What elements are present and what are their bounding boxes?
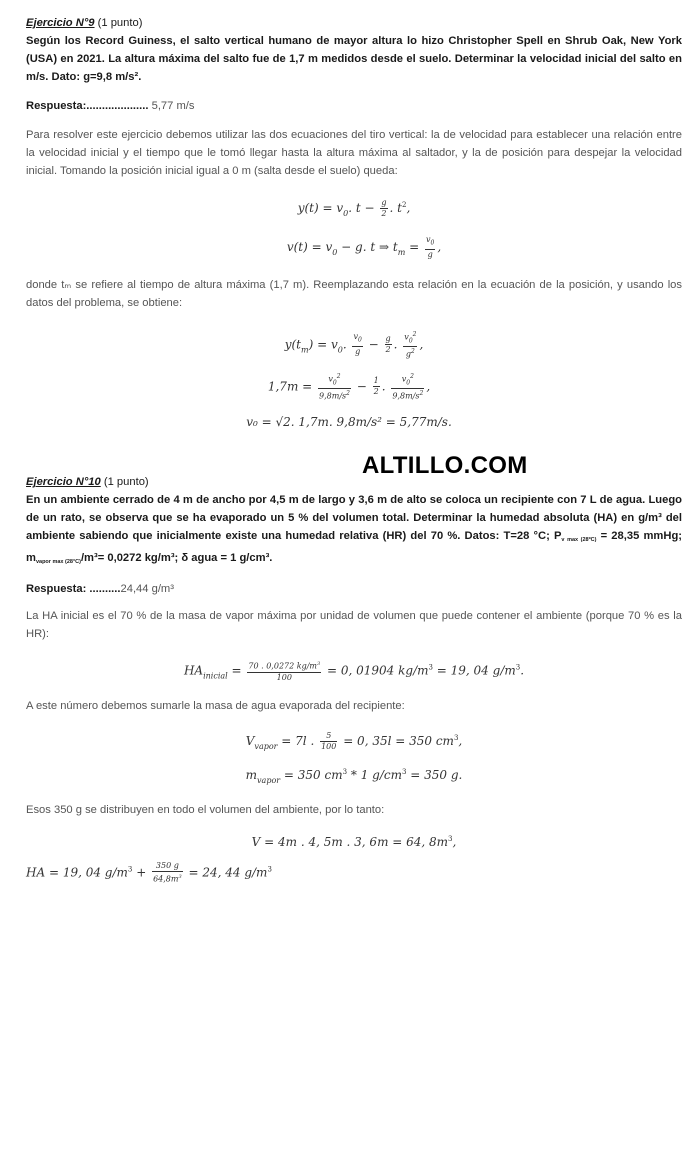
ex10-eq-room-volume: V = 4m . 4, 5m . 3, 6m = 64, $8m^3$, <box>251 835 457 850</box>
ex10-statement-b: = 28,35 mmHg; m <box>26 530 682 565</box>
ex10-title: Ejercicio N°10 <box>26 476 101 489</box>
ex10-heading <box>26 473 682 491</box>
ex9-eq-final: v₀ = √2. 1,7m. 9,8m/s² = 5,77m/s. <box>246 415 452 430</box>
ex10-explanation-3: Esos 350 g se distribuyen en todo el volumen del ambiente, por lo tanto: <box>26 804 385 817</box>
ex10-statement <box>26 491 682 571</box>
ex10-pv-subscript: v max (28ºC) <box>561 537 597 544</box>
ex10-eq-mass-vapor: $m_{vapor} = 350$ $cm^3 * 1$ $g/cm^3 = 350$ g. <box>245 768 463 786</box>
ex10-explanation-2: A este número debemos sumarle la masa de agua evaporada del recipiente: <box>26 700 405 713</box>
ex9-eq-velocity: $v(t) = v_0 - g$. t ⇒ $t_m$ = $\frac{v_0}{g}$ , <box>286 235 442 259</box>
ex9-answer-label: Respuesta:.................... <box>26 100 149 112</box>
ex9-title: Ejercicio N°9 <box>26 17 95 29</box>
ex10-eq-ha-final: HA = 19, 04 $g/m^3$ + $\frac{350 g}{64,8m^3}$ = 24, 44 $g/m^3$ <box>26 861 272 884</box>
ex10-mv-subscript: vapor max (28°C) <box>35 559 81 566</box>
ex10-points: (1 punto) <box>103 476 149 489</box>
ex9-points: (1 punto) <box>97 17 143 29</box>
ex9-answer <box>26 100 682 112</box>
ex9-statement: Según los Record Guiness, el salto vertical humano de mayor altura lo hizo Christopher Spell en Shrub Oak, New York (USA) en 2021. La altura máxima del salto fue de 1,7 m medidos desde el suelo. Determinar la velocidad inicial del salto en m/s. Dato: g=9,8 m/s². <box>26 35 682 83</box>
ex10-answer <box>26 583 682 595</box>
ex10-statement-c: /m³= 0,0272 kg/m³; δ agua = 1 g/cm³. <box>80 552 273 565</box>
ex9-explanation-1: Para resolver este ejercicio debemos utilizar las dos ecuaciones del tiro vertical: la de velocidad para establecer una relación entre la velocidad inicial y el tiempo que le tomó llegar hasta la altura máxima al saltador, y la de posición para despejar la velocidad inicial. Tomando la posición inicial igual a 0 m (salta desde el suelo) queda: <box>26 129 682 177</box>
ex9-answer-value: 5,77 m/s <box>151 100 195 112</box>
ex10-answer-label: Respuesta: .......... <box>26 583 121 596</box>
ex10-eq-ha-initial: $HA_{inicial}$ = $\frac{70 . 0,0272 kg/m^3}{100}$ = 0, 01904 $kg/m^3 = 19$, 04 $g/m^3$. <box>183 661 525 683</box>
ex10-answer-value: 24,44 g/m³ <box>120 583 174 596</box>
watermark-logo: ALTILLO.COM <box>362 452 528 479</box>
ex9-eq-position: $y(t) = v_0$. t − $\frac{g}{2}$ . $t^2$, <box>297 198 411 218</box>
ex9-explanation-2: donde tₘ se refiere al tiempo de altura máxima (1,7 m). Reemplazando esta relación en la ecuación de la posición, y usando los datos del problema, se obtiene: <box>26 278 682 309</box>
ex9-heading <box>26 14 682 32</box>
ex10-eq-volume-vapor: $V_{vapor} = 7l$ . $\frac{5}{100}$ = 0, 35l = 350 $cm^3$, <box>245 731 463 752</box>
document-page <box>26 14 682 885</box>
ex9-eq-substitution: $y(t_m) = v_0$. $\frac{v_0}{g}$ − $\frac{g}{2}$ . $\frac{v_0^2}{g^2}$ , <box>284 330 424 359</box>
ex9-eq-numeric: 1,7m = $\frac{v_0^2}{9,8m/s^2}$ − $\frac{1}{2}$ . $\frac{v_0^2}{9,8m/s^2}$ , <box>267 372 431 401</box>
ex10-explanation-1: La HA inicial es el 70 % de la masa de vapor máxima por unidad de volumen que puede contener el ambiente (porque 70 % es la HR): <box>26 610 682 641</box>
ex10-statement-a: En un ambiente cerrado de 4 m de ancho por 4,5 m de largo y 3,6 m de alto se coloca un recipiente con 7 L de agua. Luego de un rato, se observa que se ha evaporado un 5 % del volumen total. Determinar la humedad absoluta (HA) en g/m³ del ambiente sabiendo que inicialmente existe una humedad relativa (HR) del 70 %. Datos: T=28 °C; P <box>26 494 682 543</box>
